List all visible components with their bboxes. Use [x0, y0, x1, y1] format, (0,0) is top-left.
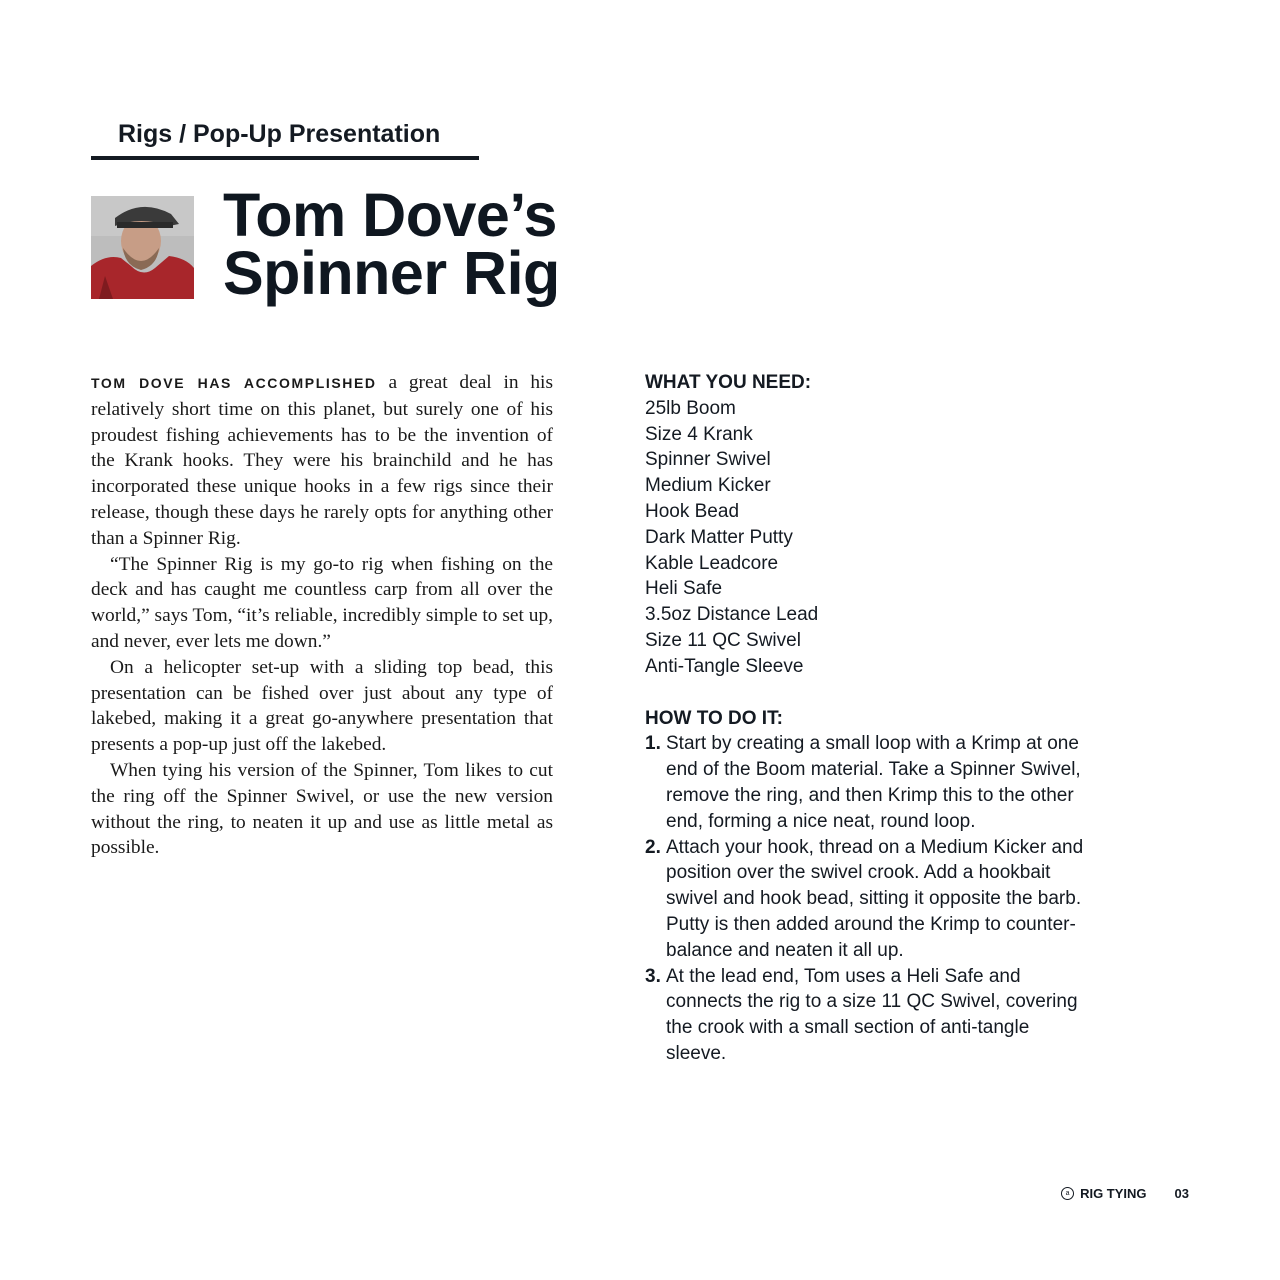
body-paragraph: On a helicopter set-up with a sliding top bead, this presentation can be fished over just about any type of lakebed, making it a great go-anywhere presentation that presents a pop-up just off the lakebed. [91, 656, 553, 756]
body-paragraph [91, 370, 553, 552]
page-footer [1061, 1186, 1189, 1201]
list-item: Kable Leadcore [645, 552, 779, 574]
list-item: 25lb Boom [645, 397, 736, 419]
article-body [91, 370, 553, 861]
step-item [645, 835, 1085, 964]
step-item [645, 731, 1085, 834]
step-text: At the lead end, Tom uses a Heli Safe and connects the rig to a size 11 QC Swivel, covering the crook with a small section of anti-tangle sleeve. [666, 965, 1078, 1064]
step-text: Start by creating a small loop with a Krimp at one end of the Boom material. Take a Spinner Swivel, remove the ring, and then Krimp this to the other end, forming a nice neat, round loop. [666, 733, 1081, 832]
list-item: Hook Bead [645, 500, 740, 522]
list-item: Spinner Swivel [645, 449, 771, 471]
list-item: Anti-Tangle Sleeve [645, 655, 804, 677]
needs-list [645, 396, 1085, 680]
section-label: Rigs / Pop-Up Presentation [118, 120, 441, 148]
howto-heading: HOW TO DO IT: [645, 707, 783, 729]
paragraph-text: a great deal in his relatively short time on this planet, but surely one of his proudest fishing achievements has to be the invention of the Krank hooks. They were his brainchild and he has incorporated these unique hooks in a few rigs since their release, though these days he rarely opts for anything other than a Spinner Rig. [91, 372, 553, 549]
step-number: 2. [645, 836, 661, 858]
section-heading [91, 118, 479, 160]
footer-section-label: RIG TYING [1080, 1186, 1147, 1201]
author-portrait-image [91, 196, 194, 299]
title-line-2: Spinner Rig [223, 239, 560, 307]
list-item: 3.5oz Distance Lead [645, 604, 819, 626]
article-title [223, 181, 560, 307]
list-item: Size 4 Krank [645, 423, 753, 445]
brand-badge-icon: a [1061, 1187, 1074, 1200]
list-item: Heli Safe [645, 578, 723, 600]
title-line-1: Tom Dove’s [223, 181, 557, 249]
step-item [645, 964, 1085, 1067]
step-number: 1. [645, 733, 661, 755]
list-item: Medium Kicker [645, 475, 771, 497]
author-photo [91, 196, 194, 299]
body-paragraph: “The Spinner Rig is my go-to rig when fishing on the deck and has caught me countless carp from all over the world,” says Tom, “it’s reliable, incredibly simple to set up, and never, ever lets me down.” [91, 553, 553, 652]
list-item: Size 11 QC Swivel [645, 629, 801, 651]
list-item: Dark Matter Putty [645, 526, 793, 548]
step-number: 3. [645, 965, 661, 987]
body-paragraph: When tying his version of the Spinner, Tom likes to cut the ring off the Spinner Swivel, or use the new version without the ring, to neaten it up and use as little metal as possible. [91, 759, 553, 859]
page-number: 03 [1174, 1186, 1189, 1201]
step-text: Attach your hook, thread on a Medium Kicker and position over the swivel crook. Add a hookbait swivel and hook bead, sitting it opposite the barb. Putty is then added around the Krimp to counter-balance and neaten it all up. [666, 836, 1084, 961]
steps-list [645, 731, 1085, 1066]
lead-in: TOM DOVE HAS ACCOMPLISHED [91, 375, 377, 391]
sidebar [645, 370, 1085, 1067]
needs-heading: WHAT YOU NEED: [645, 372, 812, 393]
